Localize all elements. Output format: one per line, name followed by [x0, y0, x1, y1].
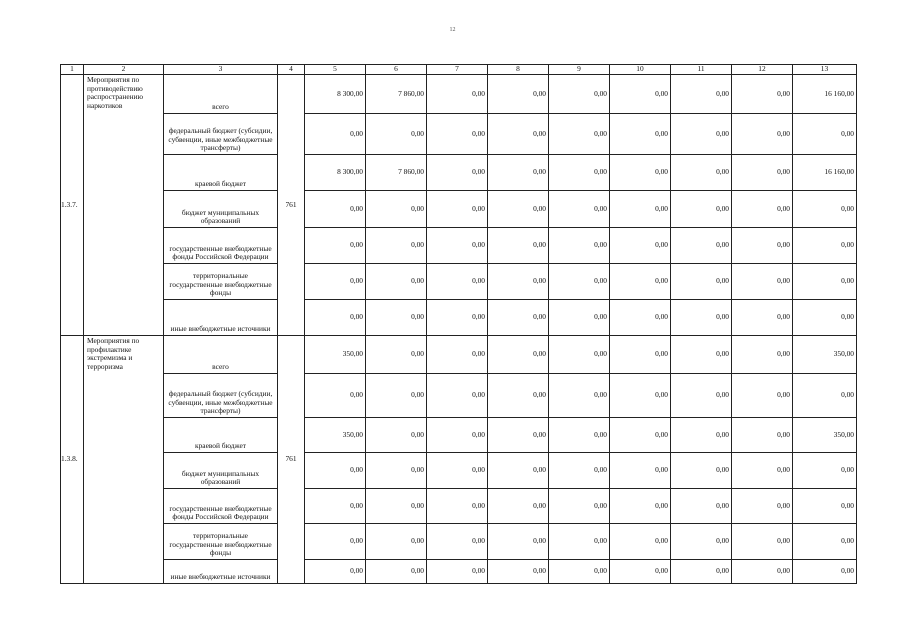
amount-cell: 0,00 — [732, 300, 793, 336]
amount-cell: 0,00 — [610, 418, 671, 453]
amount-cell: 0,00 — [366, 300, 427, 336]
amount-cell: 0,00 — [366, 228, 427, 264]
amount-cell: 350,00 — [305, 336, 366, 374]
table-row — [61, 336, 857, 374]
amount-cell: 0,00 — [549, 75, 610, 114]
amount-cell: 0,00 — [549, 336, 610, 374]
page-number: 12 — [449, 27, 456, 33]
amount-cell: 0,00 — [305, 524, 366, 560]
amount-cell: 0,00 — [488, 336, 549, 374]
column-number: 5 — [305, 65, 366, 75]
amount-cell: 0,00 — [488, 560, 549, 584]
amount-cell: 0,00 — [610, 155, 671, 191]
amount-cell: 0,00 — [793, 228, 857, 264]
amount-cell: 8 300,00 — [305, 75, 366, 114]
amount-cell: 0,00 — [488, 75, 549, 114]
amount-cell: 0,00 — [610, 374, 671, 418]
amount-cell: 0,00 — [610, 453, 671, 489]
amount-cell: 0,00 — [732, 418, 793, 453]
amount-cell: 0,00 — [671, 524, 732, 560]
amount-cell: 0,00 — [366, 336, 427, 374]
amount-cell: 0,00 — [610, 228, 671, 264]
amount-cell: 350,00 — [793, 418, 857, 453]
amount-cell: 0,00 — [427, 300, 488, 336]
amount-cell: 0,00 — [671, 489, 732, 524]
amount-cell: 0,00 — [793, 264, 857, 300]
measure-code: 1.3.7. — [61, 75, 84, 336]
amount-cell: 0,00 — [732, 191, 793, 228]
amount-cell: 0,00 — [610, 560, 671, 584]
grbs-code: 761 — [278, 75, 305, 336]
amount-cell: 0,00 — [427, 374, 488, 418]
amount-cell: 16 160,00 — [793, 155, 857, 191]
amount-cell: 0,00 — [671, 75, 732, 114]
amount-cell: 0,00 — [488, 114, 549, 155]
grbs-code: 761 — [278, 336, 305, 584]
amount-cell: 0,00 — [671, 300, 732, 336]
table-row — [61, 418, 857, 453]
column-number: 1 — [61, 65, 84, 75]
column-number: 9 — [549, 65, 610, 75]
amount-cell: 0,00 — [671, 114, 732, 155]
amount-cell: 0,00 — [671, 336, 732, 374]
amount-cell: 8 300,00 — [305, 155, 366, 191]
table-row — [61, 524, 857, 560]
amount-cell: 0,00 — [305, 300, 366, 336]
table-row — [61, 114, 857, 155]
amount-cell: 0,00 — [671, 374, 732, 418]
funding-source: всего — [164, 75, 278, 114]
amount-cell: 0,00 — [732, 264, 793, 300]
amount-cell: 0,00 — [732, 524, 793, 560]
amount-cell: 0,00 — [732, 489, 793, 524]
amount-cell: 0,00 — [305, 374, 366, 418]
amount-cell: 0,00 — [427, 489, 488, 524]
amount-cell: 0,00 — [793, 560, 857, 584]
measure-title: Мероприятия по противодействию распространению наркотиков — [84, 75, 164, 336]
amount-cell: 0,00 — [549, 300, 610, 336]
amount-cell: 0,00 — [549, 264, 610, 300]
amount-cell: 0,00 — [549, 524, 610, 560]
budget-table — [60, 64, 857, 584]
amount-cell: 0,00 — [671, 155, 732, 191]
funding-source: федеральный бюджет (субсидии, субвенции, иные межбюджетные трансферты) — [164, 374, 278, 418]
amount-cell: 7 860,00 — [366, 155, 427, 191]
amount-cell: 0,00 — [549, 418, 610, 453]
amount-cell: 0,00 — [366, 489, 427, 524]
column-number: 6 — [366, 65, 427, 75]
funding-source: бюджет муниципальных образований — [164, 453, 278, 489]
amount-cell: 16 160,00 — [793, 75, 857, 114]
amount-cell: 0,00 — [671, 453, 732, 489]
amount-cell: 0,00 — [793, 453, 857, 489]
table-row — [61, 75, 857, 114]
amount-cell: 0,00 — [610, 524, 671, 560]
amount-cell: 7 860,00 — [366, 75, 427, 114]
amount-cell: 0,00 — [366, 524, 427, 560]
amount-cell: 0,00 — [732, 453, 793, 489]
amount-cell: 0,00 — [732, 75, 793, 114]
amount-cell: 0,00 — [427, 155, 488, 191]
amount-cell: 0,00 — [366, 264, 427, 300]
amount-cell: 0,00 — [488, 228, 549, 264]
table-row — [61, 374, 857, 418]
amount-cell: 0,00 — [793, 300, 857, 336]
amount-cell: 350,00 — [793, 336, 857, 374]
amount-cell: 0,00 — [549, 560, 610, 584]
amount-cell: 0,00 — [610, 489, 671, 524]
table-row — [61, 560, 857, 584]
amount-cell: 0,00 — [793, 114, 857, 155]
column-number: 8 — [488, 65, 549, 75]
amount-cell: 0,00 — [671, 264, 732, 300]
column-number: 2 — [84, 65, 164, 75]
amount-cell: 0,00 — [488, 524, 549, 560]
amount-cell: 0,00 — [427, 114, 488, 155]
table-row — [61, 264, 857, 300]
amount-cell: 0,00 — [732, 228, 793, 264]
amount-cell: 0,00 — [610, 336, 671, 374]
amount-cell: 0,00 — [366, 453, 427, 489]
amount-cell: 0,00 — [488, 489, 549, 524]
amount-cell: 0,00 — [488, 374, 549, 418]
amount-cell: 0,00 — [610, 114, 671, 155]
amount-cell: 350,00 — [305, 418, 366, 453]
amount-cell: 0,00 — [732, 374, 793, 418]
amount-cell: 0,00 — [610, 191, 671, 228]
amount-cell: 0,00 — [427, 524, 488, 560]
amount-cell: 0,00 — [549, 228, 610, 264]
funding-source: иные внебюджетные источники — [164, 560, 278, 584]
column-number: 11 — [671, 65, 732, 75]
amount-cell: 0,00 — [732, 155, 793, 191]
amount-cell: 0,00 — [305, 264, 366, 300]
table-row — [61, 228, 857, 264]
amount-cell: 0,00 — [610, 264, 671, 300]
column-number-row — [61, 65, 857, 75]
amount-cell: 0,00 — [305, 114, 366, 155]
amount-cell: 0,00 — [488, 155, 549, 191]
column-number: 7 — [427, 65, 488, 75]
amount-cell: 0,00 — [427, 453, 488, 489]
amount-cell: 0,00 — [366, 191, 427, 228]
amount-cell: 0,00 — [305, 453, 366, 489]
amount-cell: 0,00 — [488, 191, 549, 228]
amount-cell: 0,00 — [427, 75, 488, 114]
amount-cell: 0,00 — [427, 336, 488, 374]
funding-source: государственные внебюджетные фонды Российской Федерации — [164, 228, 278, 264]
amount-cell: 0,00 — [305, 191, 366, 228]
amount-cell: 0,00 — [671, 560, 732, 584]
table-row — [61, 489, 857, 524]
amount-cell: 0,00 — [427, 264, 488, 300]
funding-source: иные внебюджетные источники — [164, 300, 278, 336]
amount-cell: 0,00 — [793, 489, 857, 524]
amount-cell: 0,00 — [305, 560, 366, 584]
amount-cell: 0,00 — [671, 228, 732, 264]
column-number: 12 — [732, 65, 793, 75]
table-row — [61, 155, 857, 191]
funding-source: территориальные государственные внебюджетные фонды — [164, 264, 278, 300]
amount-cell: 0,00 — [793, 191, 857, 228]
amount-cell: 0,00 — [427, 560, 488, 584]
column-number: 4 — [278, 65, 305, 75]
table-row — [61, 300, 857, 336]
amount-cell: 0,00 — [366, 560, 427, 584]
amount-cell: 0,00 — [488, 453, 549, 489]
amount-cell: 0,00 — [610, 75, 671, 114]
amount-cell: 0,00 — [549, 114, 610, 155]
amount-cell: 0,00 — [366, 114, 427, 155]
amount-cell: 0,00 — [305, 489, 366, 524]
measure-title: Мероприятия по профилактике экстремизма и терроризма — [84, 336, 164, 584]
amount-cell: 0,00 — [671, 191, 732, 228]
amount-cell: 0,00 — [549, 374, 610, 418]
amount-cell: 0,00 — [427, 228, 488, 264]
amount-cell: 0,00 — [366, 374, 427, 418]
funding-source: краевой бюджет — [164, 418, 278, 453]
table-row — [61, 191, 857, 228]
table-row — [61, 453, 857, 489]
amount-cell: 0,00 — [488, 418, 549, 453]
amount-cell: 0,00 — [610, 300, 671, 336]
funding-source: бюджет муниципальных образований — [164, 191, 278, 228]
amount-cell: 0,00 — [488, 264, 549, 300]
funding-source: краевой бюджет — [164, 155, 278, 191]
funding-source: государственные внебюджетные фонды Российской Федерации — [164, 489, 278, 524]
column-number: 3 — [164, 65, 278, 75]
amount-cell: 0,00 — [549, 191, 610, 228]
column-number: 10 — [610, 65, 671, 75]
column-number: 13 — [793, 65, 857, 75]
funding-source: всего — [164, 336, 278, 374]
amount-cell: 0,00 — [366, 418, 427, 453]
amount-cell: 0,00 — [732, 336, 793, 374]
amount-cell: 0,00 — [549, 155, 610, 191]
amount-cell: 0,00 — [549, 453, 610, 489]
amount-cell: 0,00 — [732, 114, 793, 155]
amount-cell: 0,00 — [488, 300, 549, 336]
amount-cell: 0,00 — [732, 560, 793, 584]
amount-cell: 0,00 — [427, 191, 488, 228]
amount-cell: 0,00 — [793, 374, 857, 418]
amount-cell: 0,00 — [549, 489, 610, 524]
funding-source: территориальные государственные внебюджетные фонды — [164, 524, 278, 560]
amount-cell: 0,00 — [305, 228, 366, 264]
measure-code: 1.3.8. — [61, 336, 84, 584]
amount-cell: 0,00 — [427, 418, 488, 453]
amount-cell: 0,00 — [671, 418, 732, 453]
funding-source: федеральный бюджет (субсидии, субвенции, иные межбюджетные трансферты) — [164, 114, 278, 155]
amount-cell: 0,00 — [793, 524, 857, 560]
